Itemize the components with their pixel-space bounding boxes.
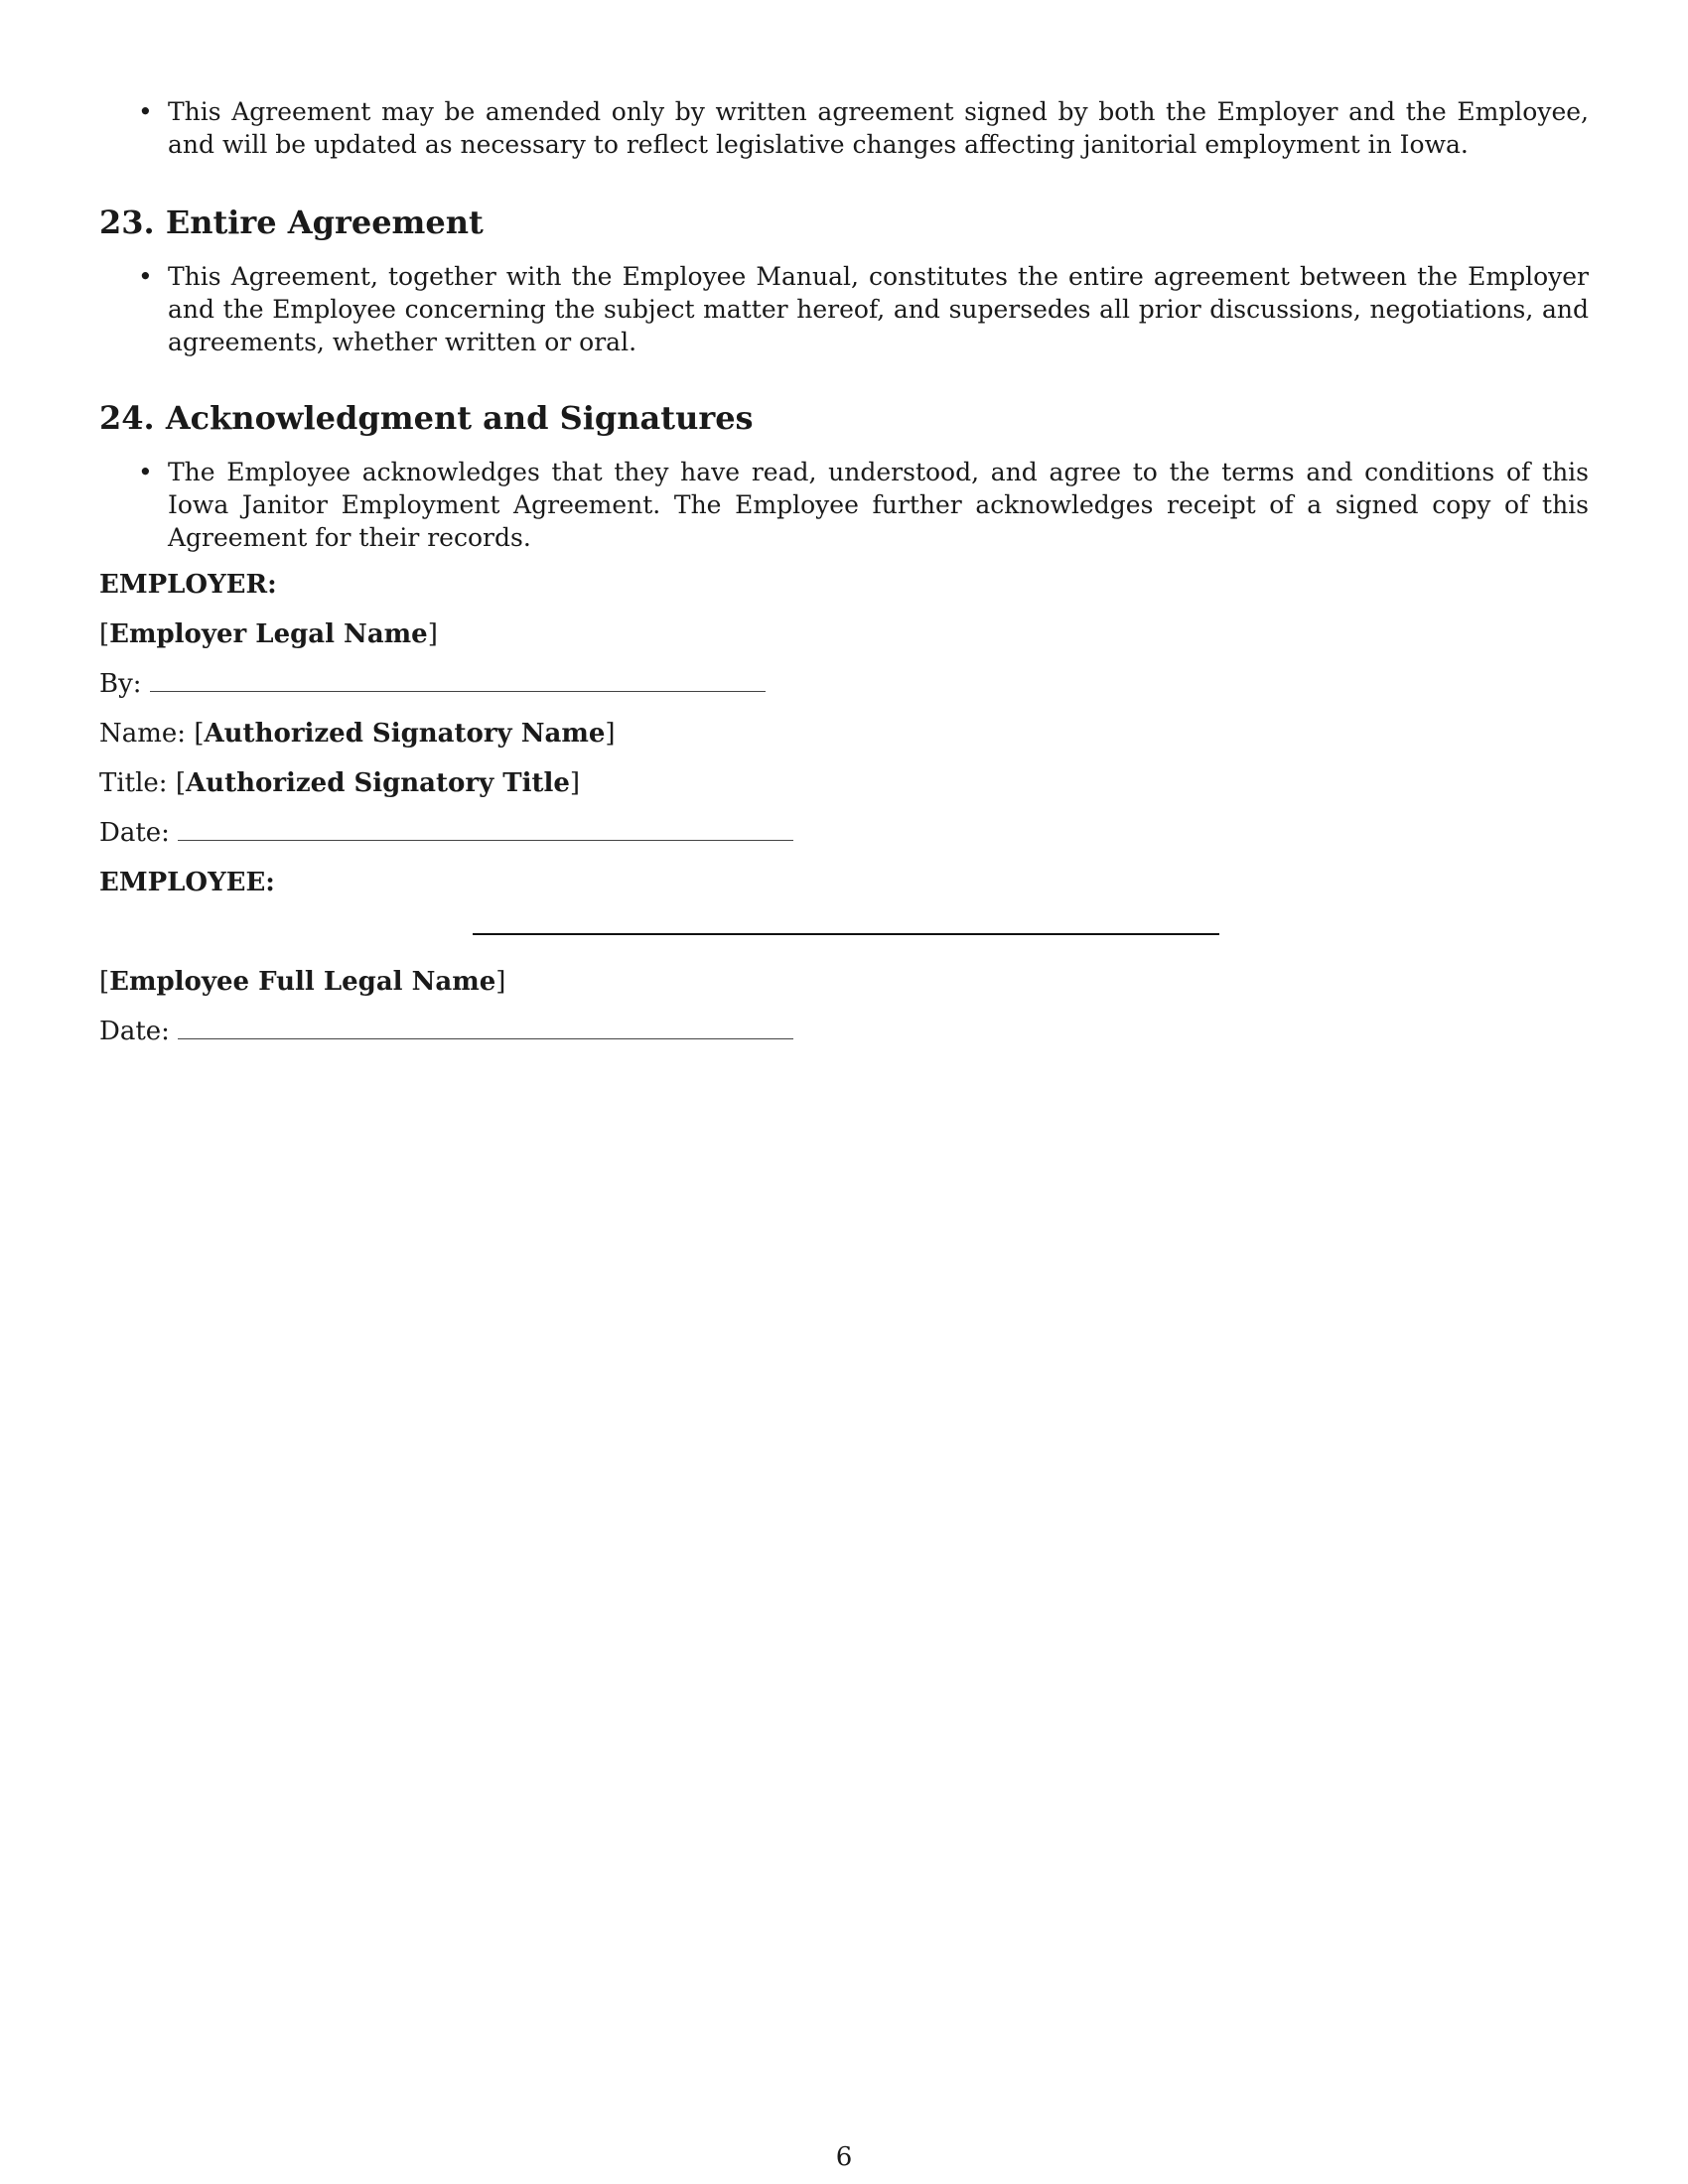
employee-date-label: Date:	[99, 1017, 170, 1046]
section-23-list	[99, 260, 1589, 358]
by-label: By:	[99, 669, 142, 699]
employer-signature-block	[99, 568, 1589, 850]
employer-label: EMPLOYER:	[99, 570, 277, 600]
section-24-list	[99, 456, 1589, 554]
amendment-list	[99, 95, 1589, 161]
section-24-heading: 24. Acknowledgment and Signatures	[99, 399, 754, 437]
employee-signature-block	[99, 866, 1589, 1048]
document-page	[99, 95, 1589, 1048]
employer-date-label: Date:	[99, 818, 170, 848]
employee-date-line	[99, 1015, 1589, 1048]
authorized-signatory-name: Authorized Signatory Name	[204, 719, 606, 749]
employer-date-line	[99, 816, 1589, 850]
employer-date-field[interactable]	[178, 822, 793, 841]
employee-name-line: [Employee Full Legal Name]	[99, 967, 506, 997]
employer-by-line	[99, 667, 1589, 701]
employer-title-line: Title: [Authorized Signatory Title]	[99, 768, 581, 798]
section-23-heading: 23. Entire Agreement	[99, 204, 484, 241]
amendment-bullet: • This Agreement may be amended only by written agreement signed by both the Employer and the Employee, and will be updated as necessary to reflect legislative changes affecting janitorial employment in Iowa.	[99, 95, 1589, 161]
section-24-bullet: • The Employee acknowledges that they have read, understood, and agree to the terms and conditions of this Iowa Janitor Employment Agreement. The Employee further acknowledges receipt of a signed copy of this Agreement for their records.	[99, 456, 1589, 554]
employee-label: EMPLOYEE:	[99, 868, 275, 897]
title-label: Title:	[99, 768, 168, 798]
employee-date-field[interactable]	[178, 1021, 793, 1039]
employee-full-legal-name: Employee Full Legal Name	[109, 967, 496, 997]
employer-legal-name-line: [Employer Legal Name]	[99, 619, 438, 649]
employer-name-line: Name: [Authorized Signatory Name]	[99, 719, 616, 749]
name-label: Name:	[99, 719, 187, 749]
section-23-bullet: • This Agreement, together with the Employee Manual, constitutes the entire agreement between the Employer and the Employee concerning the subject matter hereof, and supersedes all prior discussions, negotiations, and agreements, whether written or oral.	[99, 260, 1589, 358]
page-number: 6	[835, 2142, 853, 2172]
authorized-signatory-title: Authorized Signatory Title	[186, 768, 570, 798]
employer-signature-field[interactable]	[150, 673, 766, 692]
employee-signature-field[interactable]	[473, 933, 1219, 935]
employer-legal-name: Employer Legal Name	[109, 619, 428, 649]
